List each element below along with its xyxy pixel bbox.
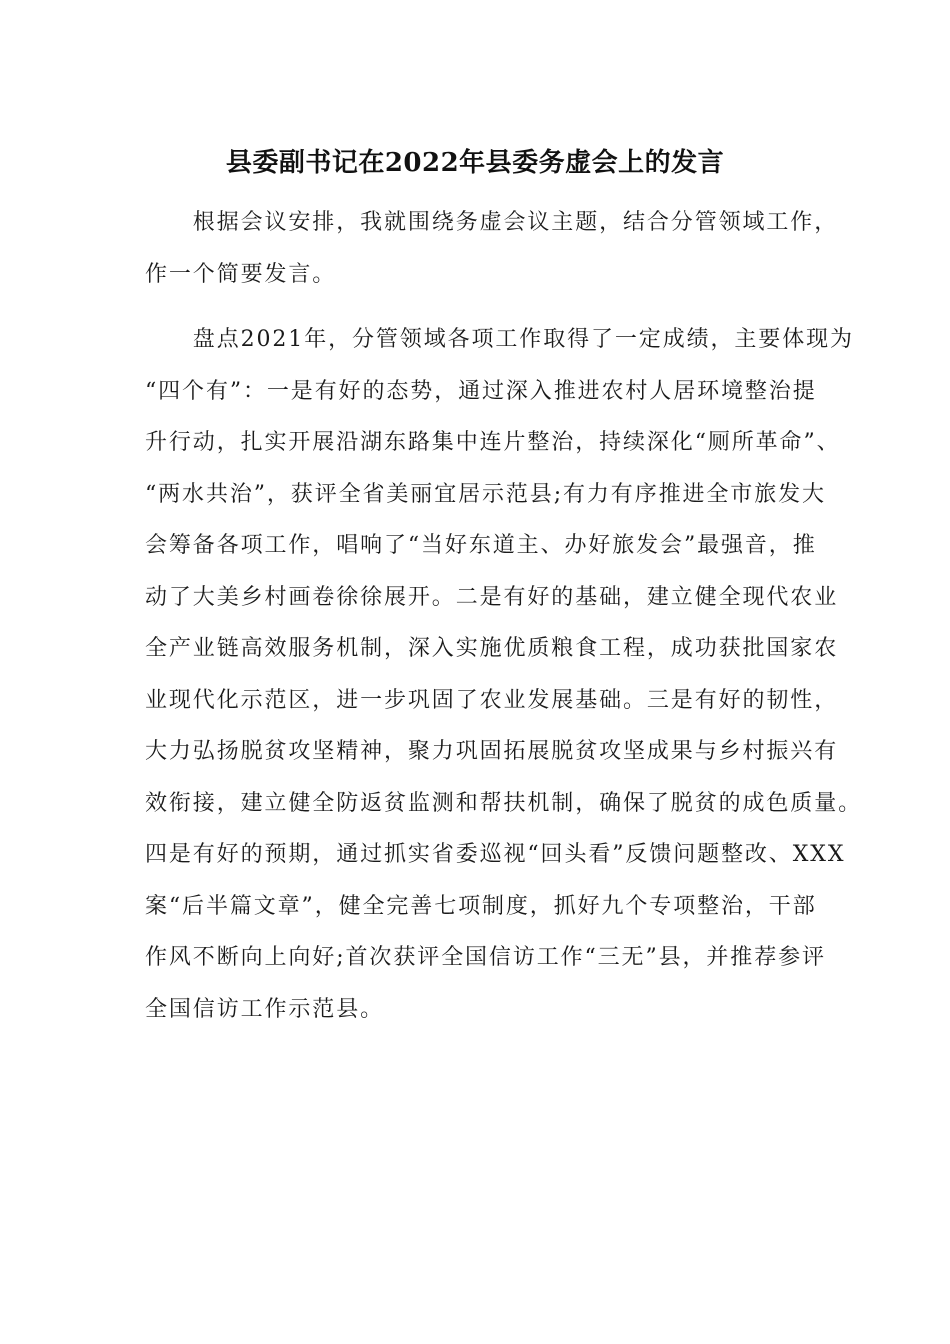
text-line: 四是有好的预期，通过抓实省委巡视“回头看”反馈问题整改、XXX xyxy=(145,842,846,867)
text-line: 盘点2021年，分管领域各项工作取得了一定成绩，主要体现为 xyxy=(145,327,854,352)
text-line: 全国信访工作示范县。 xyxy=(145,996,385,1022)
paragraph-review xyxy=(145,320,863,1041)
text-line: 会筹备各项工作，唱响了“当好东道主、办好旅发会”最强音，推 xyxy=(145,533,817,558)
text-line: “四个有”：一是有好的态势，通过深入推进农村人居环境整治提 xyxy=(145,378,817,404)
text-line: 业现代化示范区，进一步巩固了农业发展基础。三是有好的韧性， xyxy=(145,687,839,713)
paragraph-intro xyxy=(145,203,839,306)
text-line: 效衔接，建立健全防返贫监测和帮扶机制，确保了脱贫的成色质量。 xyxy=(145,790,863,816)
text-line: 动了大美乡村画卷徐徐展开。二是有好的基础，建立健全现代农业 xyxy=(145,584,839,610)
text-line: 作风不断向上向好;首次获评全国信访工作“三无”县，并推荐参评 xyxy=(145,945,826,970)
document-title: 县委副书记在2022年县委务虚会上的发言 xyxy=(225,148,725,178)
text-line: 案“后半篇文章”，健全完善七项制度，抓好九个专项整治，干部 xyxy=(145,893,817,919)
text-line: 大力弘扬脱贫攻坚精神，聚力巩固拓展脱贫攻坚成果与乡村振兴有 xyxy=(145,739,839,764)
text-line: “两水共治”，获评全省美丽宜居示范县;有力有序推进全市旅发大 xyxy=(145,481,826,507)
document-body xyxy=(145,203,863,1041)
text-line: 升行动，扎实开展沿湖东路集中连片整治，持续深化“厕所革命”、 xyxy=(145,430,841,455)
text-line: 根据会议安排，我就围绕务虚会议主题，结合分管领域工作， xyxy=(145,210,839,235)
text-line: 全产业链高效服务机制，深入实施优质粮食工程，成功获批国家农 xyxy=(145,636,839,661)
text-line: 作一个简要发言。 xyxy=(145,261,337,287)
